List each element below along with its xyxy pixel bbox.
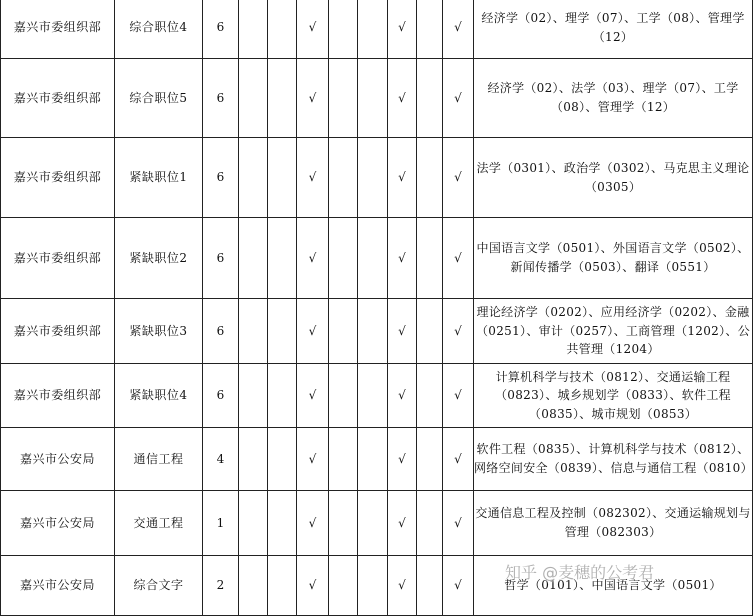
empty-cell <box>358 138 388 218</box>
majors-cell: 法学（0301）、政治学（0302）、马克思主义理论（0305） <box>474 138 753 218</box>
table-row <box>1 218 753 299</box>
checkmark-cell: √ <box>443 59 474 138</box>
majors-cell: 交通信息工程及控制（082302）、交通运输规划与管理（082303） <box>474 491 753 556</box>
empty-cell <box>329 491 358 556</box>
checkmark-cell: √ <box>388 299 417 364</box>
count-cell: 2 <box>203 556 239 616</box>
majors-cell: 哲学（0101）、中国语言文学（0501） <box>474 556 753 616</box>
checkmark-cell: √ <box>388 59 417 138</box>
empty-cell <box>358 364 388 428</box>
empty-cell <box>268 59 297 138</box>
checkmark-cell: √ <box>443 138 474 218</box>
table-row <box>1 556 753 616</box>
checkmark-cell: √ <box>297 138 329 218</box>
empty-cell <box>239 364 268 428</box>
checkmark-cell: √ <box>297 556 329 616</box>
empty-cell <box>417 491 443 556</box>
empty-cell <box>358 428 388 491</box>
empty-cell <box>358 59 388 138</box>
count-cell: 6 <box>203 138 239 218</box>
checkmark-cell: √ <box>388 138 417 218</box>
empty-cell <box>417 364 443 428</box>
empty-cell <box>417 138 443 218</box>
empty-cell <box>417 59 443 138</box>
position-cell: 紧缺职位2 <box>115 218 203 299</box>
empty-cell <box>268 138 297 218</box>
empty-cell <box>358 218 388 299</box>
table-row <box>1 491 753 556</box>
count-cell: 1 <box>203 491 239 556</box>
checkmark-cell: √ <box>297 299 329 364</box>
majors-cell: 软件工程（0835）、计算机科学与技术（0812）、网络空间安全（0839）、信息与通信工程（0810） <box>474 428 753 491</box>
department-cell: 嘉兴市公安局 <box>1 491 115 556</box>
empty-cell <box>239 491 268 556</box>
department-cell: 嘉兴市委组织部 <box>1 364 115 428</box>
table-row <box>1 0 753 59</box>
position-cell: 紧缺职位3 <box>115 299 203 364</box>
position-cell: 综合职位5 <box>115 59 203 138</box>
position-cell: 紧缺职位4 <box>115 364 203 428</box>
majors-cell: 经济学（02）、法学（03）、理学（07）、工学（08）、管理学（12） <box>474 59 753 138</box>
table-row <box>1 364 753 428</box>
department-cell: 嘉兴市公安局 <box>1 556 115 616</box>
empty-cell <box>239 59 268 138</box>
table-body <box>1 0 753 616</box>
checkmark-cell: √ <box>443 491 474 556</box>
count-cell: 6 <box>203 364 239 428</box>
empty-cell <box>358 556 388 616</box>
empty-cell <box>417 299 443 364</box>
watermark: 知乎 @麦穗的公考君 <box>505 563 655 582</box>
empty-cell <box>239 299 268 364</box>
count-cell: 6 <box>203 0 239 59</box>
checkmark-cell: √ <box>297 218 329 299</box>
majors-cell: 中国语言文学（0501）、外国语言文学（0502）、新闻传播学（0503）、翻译（0551） <box>474 218 753 299</box>
checkmark-cell: √ <box>297 364 329 428</box>
count-cell: 6 <box>203 299 239 364</box>
empty-cell <box>417 218 443 299</box>
checkmark-cell: √ <box>297 59 329 138</box>
checkmark-cell: √ <box>443 364 474 428</box>
checkmark-cell: √ <box>443 556 474 616</box>
table-row <box>1 428 753 491</box>
checkmark-cell: √ <box>388 364 417 428</box>
empty-cell <box>268 491 297 556</box>
empty-cell <box>329 299 358 364</box>
count-cell: 6 <box>203 59 239 138</box>
checkmark-cell: √ <box>388 428 417 491</box>
department-cell: 嘉兴市委组织部 <box>1 0 115 59</box>
department-cell: 嘉兴市委组织部 <box>1 138 115 218</box>
department-cell: 嘉兴市公安局 <box>1 428 115 491</box>
empty-cell <box>239 556 268 616</box>
empty-cell <box>358 299 388 364</box>
empty-cell <box>329 364 358 428</box>
checkmark-cell: √ <box>388 491 417 556</box>
table-row <box>1 59 753 138</box>
majors-cell: 理论经济学（0202）、应用经济学（0202）、金融（0251）、审计（0257）、工商管理（1202）、公共管理（1204） <box>474 299 753 364</box>
empty-cell <box>358 0 388 59</box>
position-cell: 综合职位4 <box>115 0 203 59</box>
checkmark-cell: √ <box>297 0 329 59</box>
empty-cell <box>329 556 358 616</box>
empty-cell <box>268 428 297 491</box>
position-cell: 交通工程 <box>115 491 203 556</box>
empty-cell <box>268 556 297 616</box>
checkmark-cell: √ <box>388 556 417 616</box>
empty-cell <box>268 364 297 428</box>
department-cell: 嘉兴市委组织部 <box>1 59 115 138</box>
empty-cell <box>417 428 443 491</box>
department-cell: 嘉兴市委组织部 <box>1 218 115 299</box>
position-cell: 综合文字 <box>115 556 203 616</box>
count-cell: 6 <box>203 218 239 299</box>
empty-cell <box>417 0 443 59</box>
checkmark-cell: √ <box>443 299 474 364</box>
empty-cell <box>268 299 297 364</box>
empty-cell <box>239 138 268 218</box>
empty-cell <box>239 0 268 59</box>
empty-cell <box>329 0 358 59</box>
empty-cell <box>239 428 268 491</box>
empty-cell <box>268 218 297 299</box>
checkmark-cell: √ <box>297 428 329 491</box>
majors-cell: 计算机科学与技术（0812）、交通运输工程（0823）、城乡规划学（0833）、软件工程（0835）、城市规划（0853） <box>474 364 753 428</box>
checkmark-cell: √ <box>443 428 474 491</box>
position-cell: 通信工程 <box>115 428 203 491</box>
empty-cell <box>329 138 358 218</box>
checkmark-cell: √ <box>297 491 329 556</box>
position-cell: 紧缺职位1 <box>115 138 203 218</box>
count-cell: 4 <box>203 428 239 491</box>
empty-cell <box>329 428 358 491</box>
majors-cell: 经济学（02）、理学（07）、工学（08）、管理学（12） <box>474 0 753 59</box>
checkmark-cell: √ <box>388 218 417 299</box>
empty-cell <box>329 218 358 299</box>
checkmark-cell: √ <box>443 0 474 59</box>
empty-cell <box>239 218 268 299</box>
table-row <box>1 138 753 218</box>
checkmark-cell: √ <box>388 0 417 59</box>
table-row <box>1 299 753 364</box>
empty-cell <box>268 0 297 59</box>
department-cell: 嘉兴市委组织部 <box>1 299 115 364</box>
empty-cell <box>417 556 443 616</box>
empty-cell <box>329 59 358 138</box>
empty-cell <box>358 491 388 556</box>
checkmark-cell: √ <box>443 218 474 299</box>
